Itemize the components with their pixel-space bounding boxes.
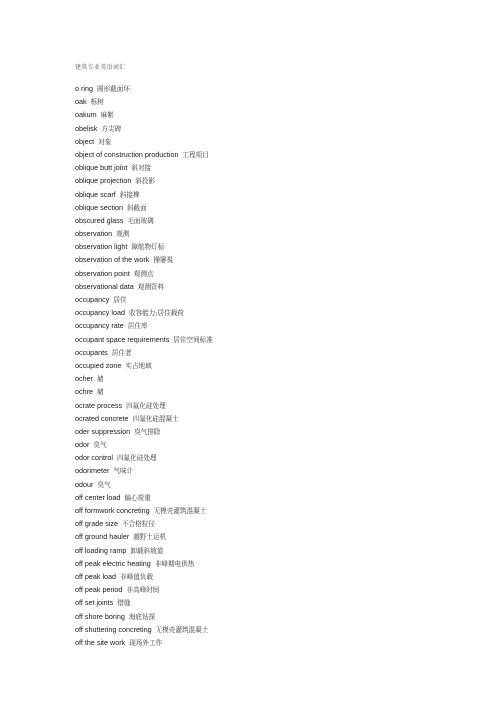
entry-term: off the site work bbox=[75, 637, 126, 647]
entry-term: oblique scarf bbox=[75, 189, 116, 199]
glossary-entry bbox=[75, 82, 213, 95]
glossary-entry bbox=[75, 122, 213, 135]
entry-term: off peak period bbox=[75, 585, 123, 595]
entry-meaning: 非峰值负载 bbox=[120, 572, 153, 581]
entry-meaning: 非峰期电供热 bbox=[154, 559, 195, 568]
entry-meaning: 方尖碑 bbox=[101, 124, 122, 133]
entry-meaning: 现场外工作 bbox=[129, 638, 163, 647]
entry-meaning: 越野土运机 bbox=[133, 533, 167, 542]
entry-term: off ground hauler bbox=[75, 532, 130, 542]
glossary-entry bbox=[75, 530, 213, 543]
entry-term: occupied zone bbox=[75, 360, 122, 370]
entry-term: occupant space requirements bbox=[75, 334, 170, 344]
entry-term: off center load bbox=[75, 492, 121, 502]
entry-meaning: 斜投影 bbox=[135, 177, 156, 186]
glossary-entry bbox=[75, 557, 213, 570]
glossary-entry bbox=[75, 623, 213, 636]
glossary-entry bbox=[75, 491, 213, 504]
entry-meaning: 无模壳灌筑混凝土 bbox=[153, 507, 207, 515]
entry-meaning: 错缝 bbox=[117, 599, 131, 608]
entry-term: odor bbox=[75, 440, 90, 450]
glossary-entry bbox=[75, 253, 213, 266]
glossary-entry bbox=[75, 333, 213, 346]
glossary-entry bbox=[75, 267, 213, 280]
entry-term: oblique projection bbox=[75, 176, 132, 186]
glossary-entry bbox=[75, 583, 213, 596]
entry-meaning: 不合格粒径 bbox=[122, 520, 155, 529]
entry-term: ocher bbox=[75, 374, 93, 384]
glossary-entry bbox=[75, 610, 213, 623]
entry-meaning: 四氟化硅处理 bbox=[126, 401, 166, 410]
glossary-entry bbox=[75, 161, 213, 174]
entry-meaning: 居住空间标准 bbox=[173, 335, 213, 344]
entry-term: off peak load bbox=[75, 571, 117, 581]
entry-meaning: 对象 bbox=[98, 137, 112, 146]
entry-term: obscured glass bbox=[75, 215, 124, 225]
glossary-entry bbox=[75, 188, 213, 201]
entry-meaning: 居住 bbox=[113, 296, 127, 304]
entry-term: occupancy load bbox=[75, 308, 125, 318]
entry-meaning: 气味计 bbox=[113, 467, 134, 476]
glossary-entry bbox=[75, 438, 213, 451]
glossary-entry bbox=[75, 214, 213, 227]
glossary-entry bbox=[75, 201, 213, 214]
entry-term: oblique section bbox=[75, 202, 123, 212]
entry-term: ochre bbox=[75, 387, 93, 397]
entry-meaning: 赭 bbox=[96, 375, 104, 384]
entry-meaning: 无模壳灌筑混凝土 bbox=[155, 625, 209, 634]
glossary-entry bbox=[75, 359, 213, 372]
glossary-list bbox=[75, 82, 213, 649]
glossary-entry bbox=[75, 280, 213, 293]
entry-term: off peak electric heating bbox=[75, 558, 151, 568]
glossary-entry bbox=[75, 412, 213, 425]
entry-term: obelisk bbox=[75, 123, 98, 133]
entry-meaning: 卸载斜坡道 bbox=[130, 546, 164, 555]
entry-meaning: 斜接榫 bbox=[119, 190, 140, 199]
entry-meaning: 麻絮 bbox=[100, 111, 114, 120]
entry-term: occupancy bbox=[75, 295, 110, 304]
entry-term: odour bbox=[75, 479, 94, 489]
entry-meaning: 观测点 bbox=[133, 269, 154, 278]
glossary-entry bbox=[75, 108, 213, 121]
entry-term: off formwork concreting bbox=[75, 506, 150, 515]
glossary-entry bbox=[75, 464, 213, 477]
glossary-entry bbox=[75, 293, 213, 306]
entry-meaning: 斜截面 bbox=[126, 203, 147, 212]
entry-term: observation light bbox=[75, 242, 128, 252]
entry-meaning: 臭气 bbox=[97, 480, 111, 489]
entry-meaning: 臭气排除 bbox=[134, 427, 161, 436]
entry-term: object of construction production bbox=[75, 149, 179, 159]
entry-term: odor control bbox=[75, 453, 113, 463]
entry-meaning: 实占地域 bbox=[125, 361, 152, 370]
entry-term: oder suppression bbox=[75, 426, 131, 436]
entry-term: off set joints bbox=[75, 598, 114, 608]
glossary-entry bbox=[75, 346, 213, 359]
entry-term: object bbox=[75, 136, 95, 146]
glossary-entry bbox=[75, 636, 213, 649]
entry-term: odorimeter bbox=[75, 466, 110, 476]
entry-meaning: 工程项目 bbox=[182, 150, 209, 159]
glossary-entry bbox=[75, 174, 213, 187]
entry-term: off shuttering concreting bbox=[75, 624, 152, 634]
glossary-entry bbox=[75, 240, 213, 253]
entry-meaning: 收容能力;居住载荷 bbox=[128, 309, 184, 318]
entry-term: occupants bbox=[75, 347, 108, 357]
entry-term: occupancy rate bbox=[75, 321, 124, 331]
entry-term: observation point bbox=[75, 268, 130, 278]
glossary-entry bbox=[75, 95, 213, 108]
glossary-entry bbox=[75, 517, 213, 530]
entry-meaning: 障航物灯标 bbox=[131, 243, 165, 252]
glossary-entry bbox=[75, 148, 213, 161]
entry-meaning: 臭气 bbox=[93, 441, 107, 450]
glossary-entry bbox=[75, 478, 213, 491]
entry-term: off grade size bbox=[75, 519, 119, 529]
page-header: 建筑专业英语词汇 bbox=[75, 64, 126, 71]
glossary-entry bbox=[75, 451, 213, 464]
glossary-entry bbox=[75, 306, 213, 319]
entry-meaning: 毛面玻璃 bbox=[127, 216, 154, 225]
glossary-entry bbox=[75, 319, 213, 332]
glossary-entry bbox=[75, 399, 213, 412]
entry-term: oak bbox=[75, 97, 87, 107]
entry-meaning: 非高峰时间 bbox=[126, 586, 160, 595]
entry-meaning: 四氟化硅处理 bbox=[116, 454, 157, 463]
entry-term: off loading ramp bbox=[75, 545, 127, 555]
glossary-entry bbox=[75, 372, 213, 385]
entry-meaning: 居住率 bbox=[127, 322, 148, 331]
glossary-entry bbox=[75, 227, 213, 240]
entry-term: off shore boring bbox=[75, 611, 125, 621]
glossary-entry bbox=[75, 504, 213, 517]
entry-meaning: 海底钻探 bbox=[128, 612, 156, 621]
entry-term: ocrate process bbox=[75, 400, 123, 410]
entry-meaning: 观测 bbox=[116, 230, 130, 239]
glossary-entry bbox=[75, 425, 213, 438]
entry-meaning: 赭 bbox=[96, 388, 104, 397]
entry-meaning: 斜对接 bbox=[131, 164, 152, 173]
entry-term: observational data bbox=[75, 281, 134, 291]
entry-meaning: 操窭視 bbox=[153, 256, 174, 265]
glossary-entry bbox=[75, 544, 213, 557]
entry-term: oblique butt joint bbox=[75, 163, 128, 173]
glossary-entry bbox=[75, 135, 213, 148]
entry-meaning: 栎树 bbox=[90, 98, 104, 107]
entry-meaning: 圆形截面环 bbox=[96, 85, 130, 93]
entry-meaning: 居住者 bbox=[111, 348, 132, 357]
entry-term: ocrated concrete bbox=[75, 413, 129, 423]
glossary-entry bbox=[75, 596, 213, 609]
entry-term: o ring bbox=[75, 84, 93, 93]
entry-meaning: 偏心荷重 bbox=[124, 493, 151, 502]
entry-term: observation of the work bbox=[75, 255, 150, 265]
entry-meaning: 四氟化硅混凝土 bbox=[132, 414, 179, 423]
entry-term: observation bbox=[75, 229, 113, 239]
entry-term: oakum bbox=[75, 110, 97, 120]
glossary-entry bbox=[75, 570, 213, 583]
glossary-entry bbox=[75, 385, 213, 398]
entry-meaning: 观测资料 bbox=[137, 282, 165, 291]
